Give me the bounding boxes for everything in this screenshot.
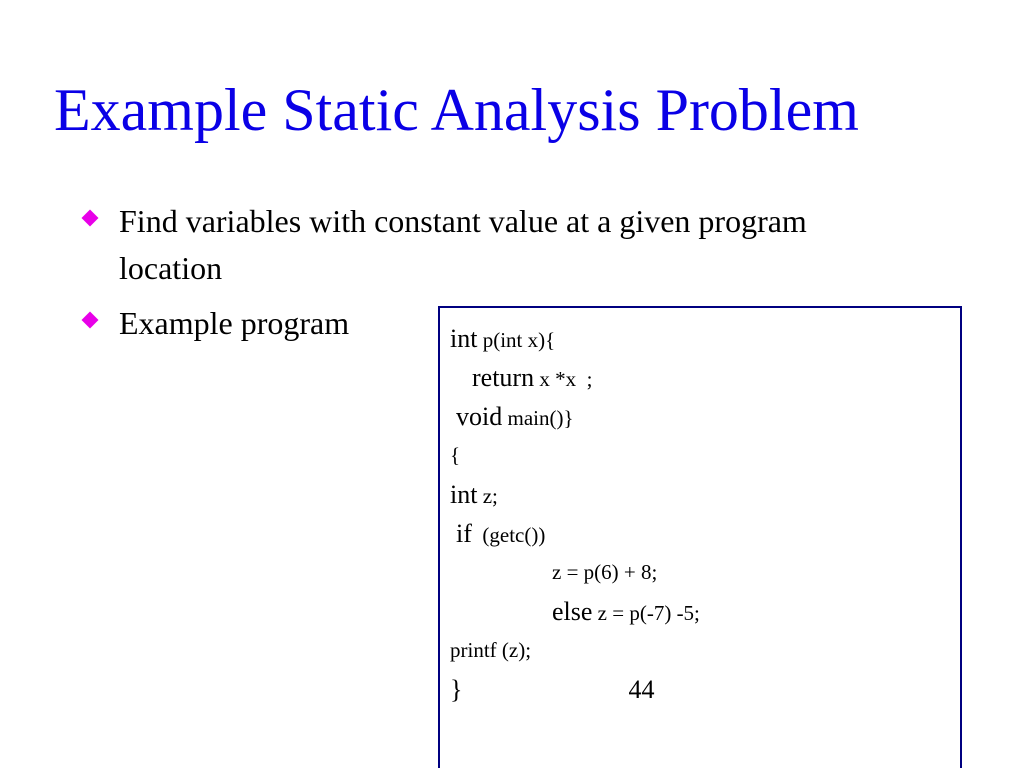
code-keyword: else — [552, 597, 593, 626]
code-text: z = p(6) + 8; — [552, 560, 658, 584]
code-keyword: void — [456, 402, 503, 431]
code-keyword: return — [472, 363, 535, 392]
bullet-text: Find variables with constant value at a given program location — [119, 203, 807, 286]
diamond-bullet-icon — [82, 312, 99, 329]
code-text: z; — [477, 484, 498, 508]
code-text: printf (z); — [450, 638, 532, 662]
slide-title: Example Static Analysis Problem — [54, 77, 859, 143]
code-annotation: 44 — [628, 675, 655, 704]
code-keyword: int — [450, 480, 478, 509]
code-text: (getc()) — [471, 523, 546, 547]
code-text: } — [450, 675, 463, 704]
diamond-bullet-icon — [82, 210, 99, 227]
code-line — [450, 514, 960, 553]
code-text: x *x ; — [534, 367, 593, 391]
code-line — [450, 670, 960, 709]
code-line — [450, 319, 960, 358]
code-text: main()} — [502, 406, 574, 430]
code-keyword: int — [450, 324, 478, 353]
code-text: p(int x){ — [477, 328, 556, 352]
code-line — [450, 436, 960, 475]
code-line — [450, 358, 960, 397]
code-keyword: if — [456, 519, 472, 548]
code-line — [450, 631, 960, 670]
bullet-item — [82, 198, 842, 292]
code-box — [438, 306, 962, 768]
code-line — [450, 553, 960, 592]
code-text: z = p(-7) -5; — [592, 601, 700, 625]
code-line — [450, 475, 960, 514]
bullet-text: Example program — [119, 305, 350, 341]
code-line — [450, 592, 960, 631]
code-text: { — [450, 443, 461, 467]
code-line — [450, 397, 960, 436]
